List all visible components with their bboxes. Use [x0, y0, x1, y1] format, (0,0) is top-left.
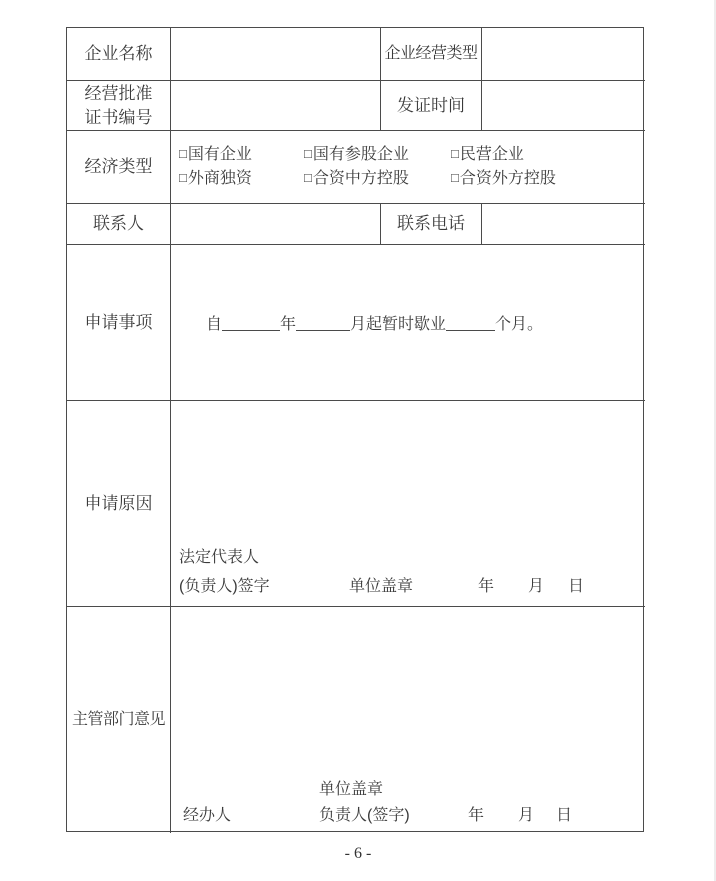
application-item-cell — [171, 245, 645, 401]
input-business-type[interactable] — [482, 28, 645, 81]
checkbox-icon: □ — [451, 146, 459, 161]
label-license-number-line1: 经营批准 — [84, 83, 153, 103]
stamp-line2 — [171, 803, 645, 829]
date-month-label: 月 — [528, 578, 545, 595]
input-license-number[interactable] — [171, 81, 381, 131]
signer-line2 — [171, 572, 645, 601]
date-month-label: 月 — [518, 807, 535, 824]
label-contact-person: 联系人 — [67, 204, 171, 245]
page-number: - 6 - — [344, 845, 372, 862]
label-license-number — [67, 81, 171, 131]
input-company-name[interactable] — [171, 28, 381, 81]
unit-stamp-label: 单位盖章 — [349, 578, 414, 595]
label-application-reason: 申请原因 — [67, 401, 171, 607]
sentence-part3: 月起暂时歇业 — [350, 316, 447, 333]
label-license-number-line2: 证书编号 — [84, 107, 153, 127]
label-department-opinion: 主管部门意见 — [67, 607, 171, 833]
handler-label: 经办人 — [183, 807, 232, 824]
label-application-item: 申请事项 — [67, 245, 171, 401]
checkbox-option-private[interactable] — [451, 143, 524, 167]
department-opinion-cell[interactable] — [171, 607, 645, 833]
checkbox-icon: □ — [179, 170, 187, 185]
date-day-label: 日 — [556, 807, 573, 824]
checkbox-label: 民营企业 — [459, 146, 524, 163]
checkbox-option-jv-foreign-controlled[interactable] — [451, 167, 556, 191]
sentence-part4: 个月。 — [495, 316, 544, 333]
head-signature-label: 负责人(签字) — [319, 807, 410, 824]
label-company-name: 企业名称 — [67, 28, 171, 81]
application-sentence — [206, 311, 543, 334]
economic-type-options — [171, 131, 645, 204]
checkbox-label: 外商独资 — [187, 170, 252, 187]
checkbox-icon: □ — [304, 146, 312, 161]
sentence-part2: 年 — [280, 316, 297, 333]
economic-type-options-line1 — [179, 143, 645, 167]
checkbox-icon: □ — [451, 170, 459, 185]
economic-type-options-line2 — [179, 167, 645, 191]
date-day-label: 日 — [568, 578, 585, 595]
checkbox-icon: □ — [304, 170, 312, 185]
blank-duration-input[interactable] — [446, 317, 495, 331]
label-economic-type: 经济类型 — [67, 131, 171, 204]
checkbox-label: 合资中方控股 — [312, 170, 409, 187]
sentence-part1: 自 — [206, 316, 223, 333]
input-issue-date[interactable] — [482, 81, 645, 131]
signer-line1 — [171, 543, 645, 572]
checkbox-option-state-owned[interactable] — [179, 143, 304, 167]
checkbox-label: 国有企业 — [187, 146, 252, 163]
label-issue-date: 发证时间 — [381, 81, 482, 131]
input-contact-person[interactable] — [171, 204, 381, 245]
checkbox-label: 国有参股企业 — [312, 146, 409, 163]
checkbox-label: 合资外方控股 — [459, 170, 556, 187]
blank-year-input[interactable] — [222, 317, 280, 331]
application-form-table — [66, 27, 644, 832]
reason-signature-block — [171, 543, 645, 601]
legal-representative-label: 法定代表人 — [179, 549, 260, 566]
unit-stamp-label: 单位盖章 — [319, 781, 384, 798]
date-year-label: 年 — [478, 578, 495, 595]
checkbox-option-jv-chinese-controlled[interactable] — [304, 167, 451, 191]
date-year-label: 年 — [468, 807, 485, 824]
responsible-person-signature-label: (负责人)签字 — [179, 578, 270, 595]
checkbox-option-foreign-owned[interactable] — [179, 167, 304, 191]
opinion-signature-block — [171, 777, 645, 829]
checkbox-icon: □ — [179, 146, 187, 161]
stamp-line1 — [171, 777, 645, 803]
label-business-type: 企业经营类型 — [381, 28, 482, 81]
input-contact-phone[interactable] — [482, 204, 645, 245]
label-contact-phone: 联系电话 — [381, 204, 482, 245]
checkbox-option-state-shareholding[interactable] — [304, 143, 451, 167]
blank-month-input[interactable] — [296, 317, 350, 331]
application-reason-cell[interactable] — [171, 401, 645, 607]
